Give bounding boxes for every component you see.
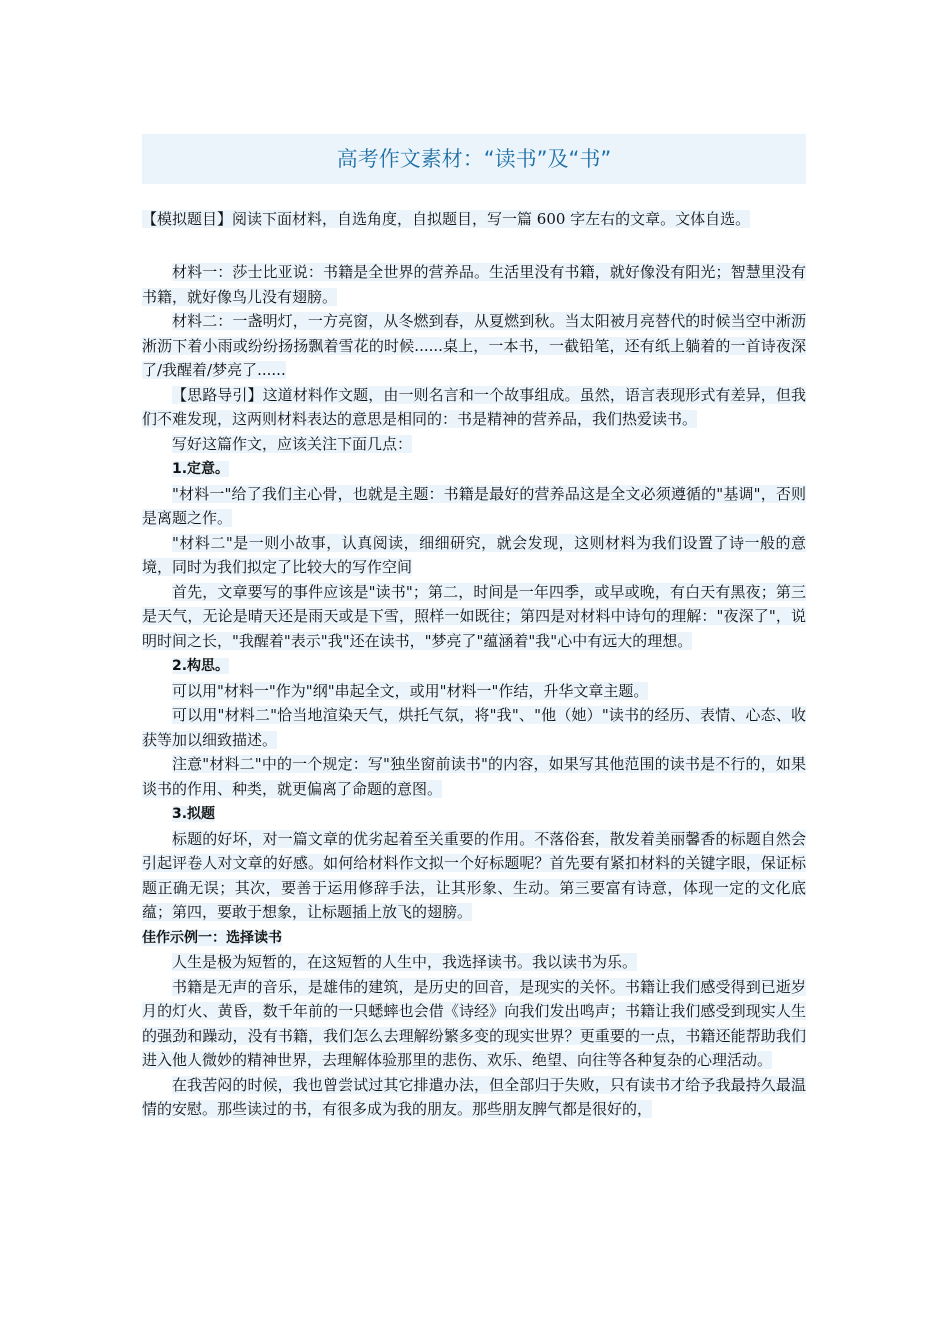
paragraph-example-1: 人生是极为短暂的，在这短暂的人生中，我选择读书。我以读书为乐。 (172, 953, 638, 971)
page-title: 高考作文素材：“读书”及“书” (336, 147, 612, 171)
paragraph-example-3: 在我苦闷的时候，我也曾尝试过其它排遣办法，但全部归于失败，只有读书才给予我最持久最温情的安慰。那些读过的书，有很多成为我的朋友。那些朋友脾气都是很好的， (142, 1075, 806, 1118)
paragraph-structure-2: 可以用"材料二"恰当地渲染天气，烘托气氛，将"我"、"他（她）"读书的经历、表情、心态、收获等加以细致描述。 (142, 706, 806, 749)
paragraph-material-one: 材料一：莎士比亚说：书籍是全世界的营养品。生活里没有书籍，就好像没有阳光；智慧里没有书籍，就好像鸟儿没有翅膀。 (142, 263, 806, 306)
paragraph-theme: "材料一"给了我们主心骨，也就是主题：书籍是最好的营养品这是全文必须遵循的"基调"，否则是离题之作。 (142, 484, 806, 527)
section-heading-1: 1.定意。 (172, 461, 230, 477)
section-heading-2: 2.构思。 (172, 658, 230, 674)
paragraph-story: "材料二"是一则小故事，认真阅读，细细研究，就会发现，这则材料为我们设置了诗一般的意境，同时为我们拟定了比较大的写作空间 (142, 533, 806, 576)
example-heading: 佳作示例一：选择读书 (142, 929, 282, 946)
paragraph-structure-1: 可以用"材料一"作为"纲"串起全文，或用"材料一"作结，升华文章主题。 (172, 681, 649, 700)
intro-paragraph (142, 207, 832, 231)
intro-text: 【模拟题目】阅读下面材料，自选角度，自拟题目，写一篇 600 字左右的文章。文体自选。 (142, 210, 751, 228)
paragraph-note: 注意"材料二"中的一个规定：写"独坐窗前读书"的内容，如果写其他范围的读书是不行的，如果谈书的作用、种类，就更偏离了命题的意图。 (142, 755, 806, 798)
paragraph-points-intro: 写好这篇作文，应该关注下面几点： (172, 434, 413, 453)
paragraph-example-2: 书籍是无声的音乐，是雄伟的建筑，是历史的回音，是现实的关怀。书籍让我们感受得到已逝岁月的灯火、黄昏，数千年前的一只蟋蟀也会借《诗经》向我们发出鸣声；书籍让我们感受到现实人生的强劲和躁动，没有书籍，我们怎么去理解纷繁多变的现实世界？更重要的一点，书籍还能帮助我们进入他人微妙的精神世界，去理解体验那里的悲伤、欢乐、绝望、向往等各种复杂的心理活动。 (142, 977, 806, 1069)
paragraph-title-tips: 标题的好坏，对一篇文章的优劣起着至关重要的作用。不落俗套，散发着美丽馨香的标题自然会引起评卷人对文章的好感。如何给材料作文拟一个好标题呢？首先要有紧扣材料的关键字眼，保证标题正确无误；其次，要善于运用修辞手法，让其形象、生动。第三要富有诗意，体现一定的文化底蕴；第四，要敢于想象，让标题插上放飞的翅膀。 (142, 829, 806, 921)
section-heading-3: 3.拟题 (172, 806, 216, 822)
paragraph-guide: 【思路导引】这道材料作文题，由一则名言和一个故事组成。虽然，语言表现形式有差异，但我们不难发现，这两则材料表达的意思是相同的：书是精神的营养品，我们热爱读书。 (142, 385, 806, 428)
paragraph-material-two: 材料二：一盏明灯，一方亮窗，从冬燃到春，从夏燃到秋。当太阳被月亮替代的时候当空中淅沥淅沥下着小雨或纷纷扬扬飘着雪花的时候......桌上，一本书，一截铅笔，还有纸上躺着的一首诗夜深了/我醒着/梦亮了...... (142, 312, 806, 379)
document-body (142, 260, 806, 1122)
paragraph-analysis: 首先，文章要写的事件应该是"读书"；第二，时间是一年四季，或早或晚，有白天有黑夜；第三是天气，无论是晴天还是雨天或是下雪，照样一如既往；第四是对材料中诗句的理解："夜深了"，说明时间之长，"我醒着"表示"我"还在读书，"梦亮了"蕴涵着"我"心中有远大的理想。 (142, 582, 806, 650)
